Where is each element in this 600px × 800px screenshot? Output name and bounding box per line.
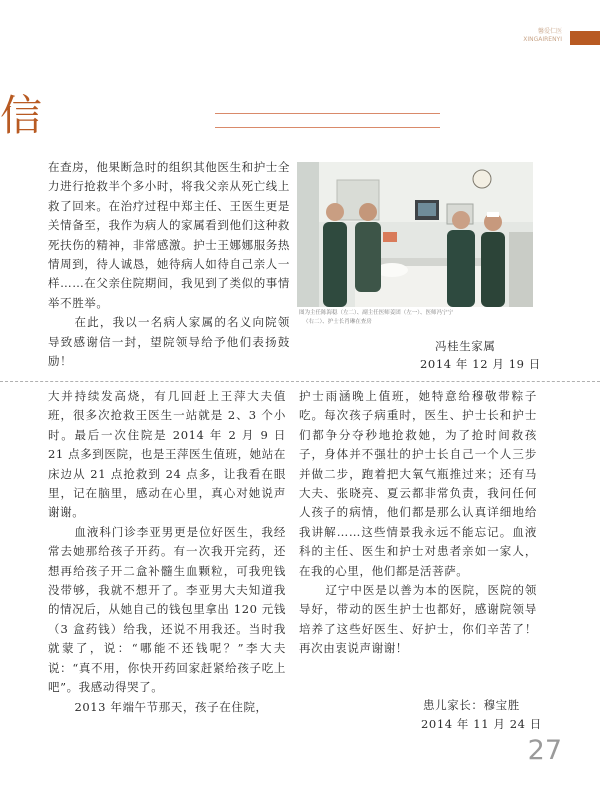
letter2-paragraph: 大并持续发高烧，有几回赶上王萍大夫值班，很多次抢救王医生一站就是 2、3 个小时。最后一次住院是 2014 年 2 月 9 日 21 点多到医院，也是王萍医生值班，她站在床边从 21 点抢救到 24 点多，让我看在眼里，记在脑里，感动在心里，真心对她说声谢谢。 (48, 389, 286, 520)
letter1-paragraph: 在此，我以一名病人家属的名义向院领导致感谢信一封，望院领导给予他们表扬鼓励！ (48, 315, 290, 369)
ward-round-illustration (297, 162, 533, 307)
photo-caption-line: （右二）、护士长肖琳在查房 (303, 319, 372, 325)
letter1-date: 2014 年 12 月 19 日 (420, 357, 541, 371)
section-divider (0, 381, 600, 382)
letter2-paragraph: 辽宁中医是以善为本的医院，医院的领导好，带动的医生护士也都好，感谢院领导培养了这些好医生、好护士，你们辛苦了！再次由衷说声谢谢！ (299, 583, 537, 656)
letter2-signature: 患儿家长：穆宝胜 (423, 698, 520, 712)
header-accent-bar (570, 31, 600, 45)
article-title: 信 (0, 91, 43, 140)
letter2-date: 2014 年 11 月 24 日 (421, 717, 542, 731)
letter2-paragraph: 血液科门诊李亚男更是位好医生，我经常去她那给孩子开药。有一次我开完药，还想再给孩子开二盒补髓生血颗粒，可我兜钱没带够，我就不想开了。李亚男大夫知道我的情况后，从她自己的钱包里拿出 120 元钱（3 盒药钱）给我，还说不用我还。当时我就蒙了，说：“哪能不还钱呢？”李大夫说：“真不用，你快开药回家赶紧给孩子吃上吧”。我感动得哭了。 (48, 524, 286, 695)
letter2-paragraph: 护士雨涵晚上值班，她特意给穆敬带粽子吃。每次孩子病重时，医生、护士长和护士们都争分夺秒地抢救她，为了抢时间救孩子，身体并不强壮的护士长自己一个人三步并做二步，跑着把大氧气瓶推过来；还有马大夫、张晓亮、夏云都非常负责，我问任何人孩子的病情，他们都是那么认真详细地给我讲解……这些情景我永远不能忘记。血液科的主任、医生和护士对患者亲如一家人，在我的心里，他们都是活菩萨。 (299, 389, 537, 578)
letter1-signature: 冯桂生家属 (435, 339, 496, 353)
section-subtitle: XINGAIRENYI (523, 36, 562, 43)
letter2-left-column (48, 387, 286, 717)
magazine-section-header (523, 28, 562, 44)
ward-round-photo (297, 162, 533, 307)
letter1-body (48, 158, 290, 371)
title-rule-bottom (215, 127, 440, 128)
photo-caption (299, 309, 539, 327)
letter1-paragraph: 在查房，他果断急时的组织其他医生和护士全力进行抢救半个多小时，将我父亲从死亡线上救了回来。在治疗过程中郑主任、王医生更是关情备至，我作为病人的家属看到他们这种救死扶伤的精神，非常感激。护士王娜娜服务热情周到，待人诚恳，她待病人如待自己亲人一样……在父亲住院期间，我见到了类似的事情举不胜举。 (48, 160, 290, 310)
page-number: 27 (527, 735, 562, 766)
title-rule-top (215, 113, 440, 114)
letter2-right-column (299, 387, 537, 659)
section-title: 馨爱仁医 (537, 28, 562, 35)
letter2-paragraph: 2013 年端午节那天，孩子在住院， (74, 699, 268, 714)
photo-caption-line: 图为主任陈海稳（左二）、副主任医师姜团（左一）、医师冯宁宁 (299, 310, 454, 316)
